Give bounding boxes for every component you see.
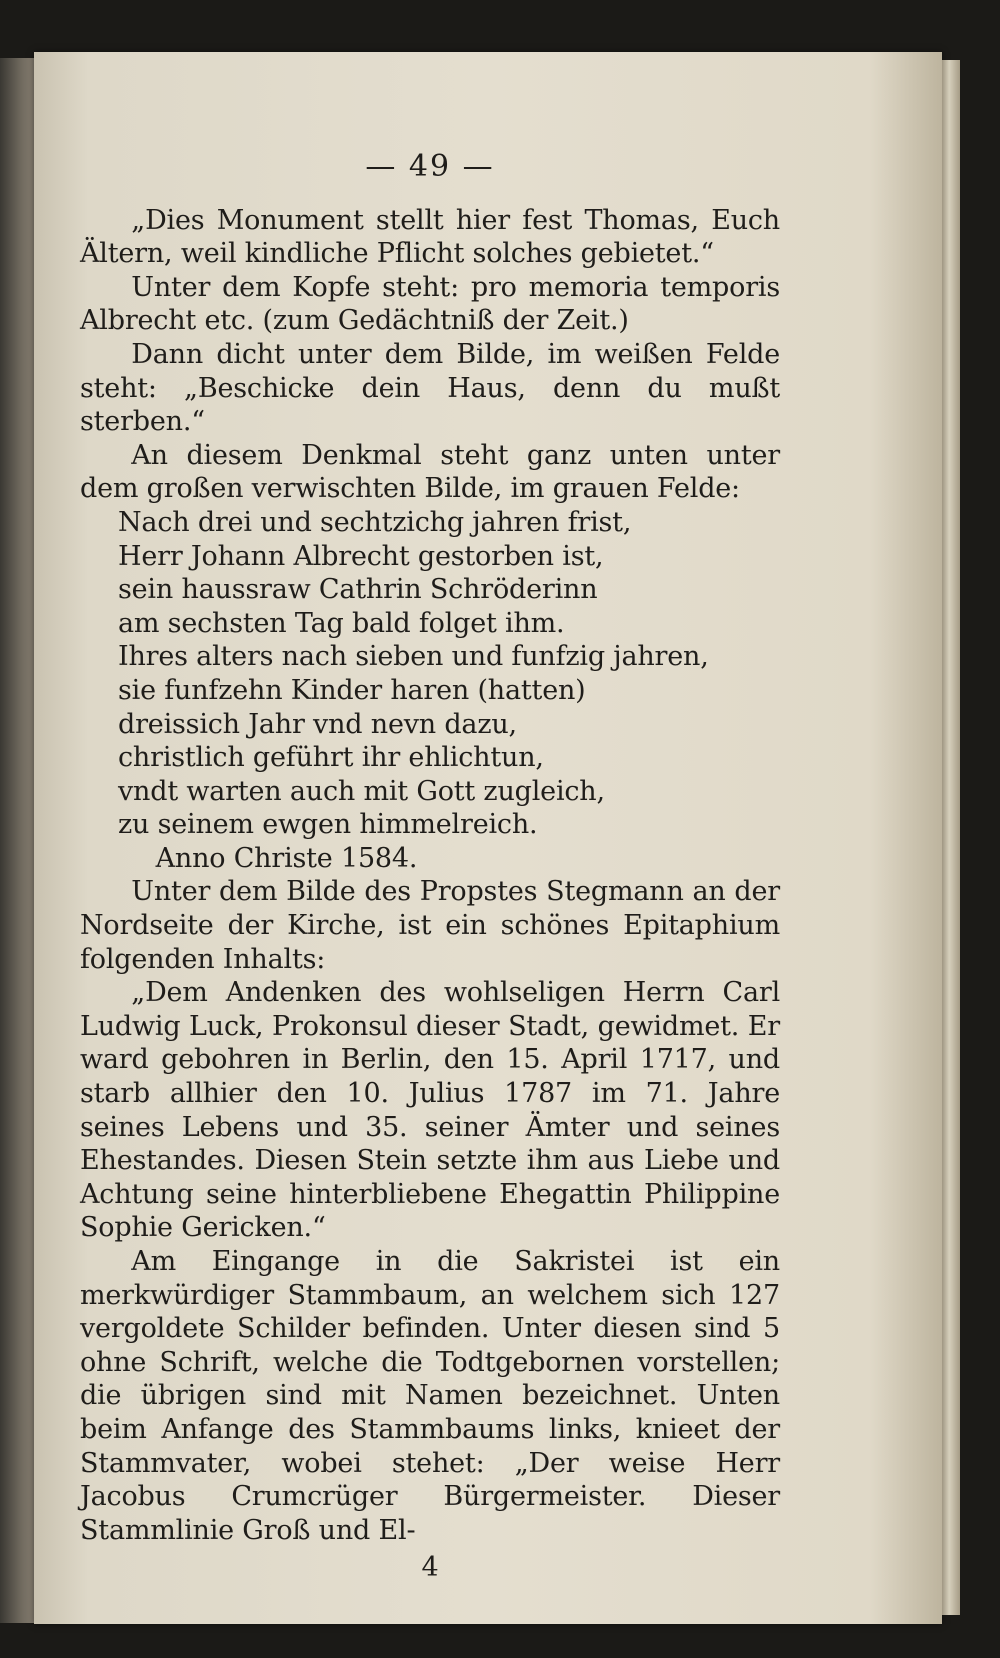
verse-date: Anno Christe 1584. bbox=[155, 842, 418, 874]
verse-line: Herr Johann Albrecht gestorben ist, bbox=[118, 540, 604, 572]
verse-line: sie funfzehn Kinder haren (hatten) bbox=[118, 674, 586, 706]
paragraph-stegmann: Unter dem Bilde des Propstes Stegmann an der Nordseite der Kirche, ist ein schönes Epitaphium folgenden Inhalts: bbox=[80, 876, 780, 975]
paragraph-white-field: Dann dicht unter dem Bilde, im weißen Felde steht: „Beschicke dein Haus, denn du mußt sterben.“ bbox=[80, 338, 780, 438]
epitaph-verse bbox=[80, 506, 780, 876]
verse-line: dreissich Jahr vnd nevn dazu, bbox=[118, 708, 517, 740]
paragraph-monument: „Dies Monument stellt hier fest Thomas, Euch Ältern, weil kindliche Pflicht solches gebietet.“ bbox=[80, 204, 780, 270]
page-stack-edge bbox=[942, 60, 960, 1615]
verse-line: am sechsten Tag bald folget ihm. bbox=[118, 607, 565, 639]
facing-page-edge bbox=[0, 58, 36, 1623]
verse-line: christlich geführt ihr ehlichtun, bbox=[118, 742, 544, 774]
verse-line: vndt warten auch mit Gott zugleich, bbox=[118, 775, 605, 807]
page-number: — 49 — bbox=[365, 149, 495, 184]
verse-line: Ihres alters nach sieben und funfzig jahren, bbox=[118, 641, 709, 673]
verse-line: sein haussraw Cathrin Schröderinn bbox=[118, 574, 598, 606]
page-text bbox=[80, 150, 780, 1585]
paragraph-grey-field: An diesem Denkmal steht ganz unten unter dem großen verwischten Bilde, im grauen Felde: bbox=[80, 439, 780, 505]
signature-mark: 4 bbox=[421, 1552, 439, 1584]
paragraph-luck-epitaph: „Dem Andenken des wohlseligen Herrn Carl Ludwig Luck, Prokonsul dieser Stadt, gewidmet. Er ward gebohren in Berlin, den 15. April 1717, und starb allhier den 10. Julius 1787 im 71. Jahre seines Lebens und 35. seiner Ämter und seines Ehestandes. Diesen Stein setzte ihm aus Liebe und Achtung seine hinterbliebene Ehegattin Philippine Sophie Gericken.“ bbox=[80, 977, 780, 1244]
paragraph-head-inscription: Unter dem Kopfe steht: pro memoria temporis Albrecht etc. (zum Gedächtniß der Zeit.) bbox=[80, 271, 780, 337]
paragraph-stammbaum: Am Eingange in die Sakristei ist ein merkwürdiger Stammbaum, an welchem sich 127 vergoldete Schilder befinden. Unter diesen sind 5 ohne Schrift, welche die Todtgebornen vorstellen; die übrigen sind mit Namen bezeichnet. Unten beim Anfange des Stammbaums links, knieet der Stammvater, wobei stehet: „Der weise Herr Jacobus Crumcrüger Bürgermeister. Dieser Stammlinie Groß und El- bbox=[80, 1246, 780, 1546]
verse-line: zu seinem ewgen himmelreich. bbox=[118, 809, 538, 841]
verse-line: Nach drei und sechtzichg jahren frist, bbox=[118, 506, 632, 538]
